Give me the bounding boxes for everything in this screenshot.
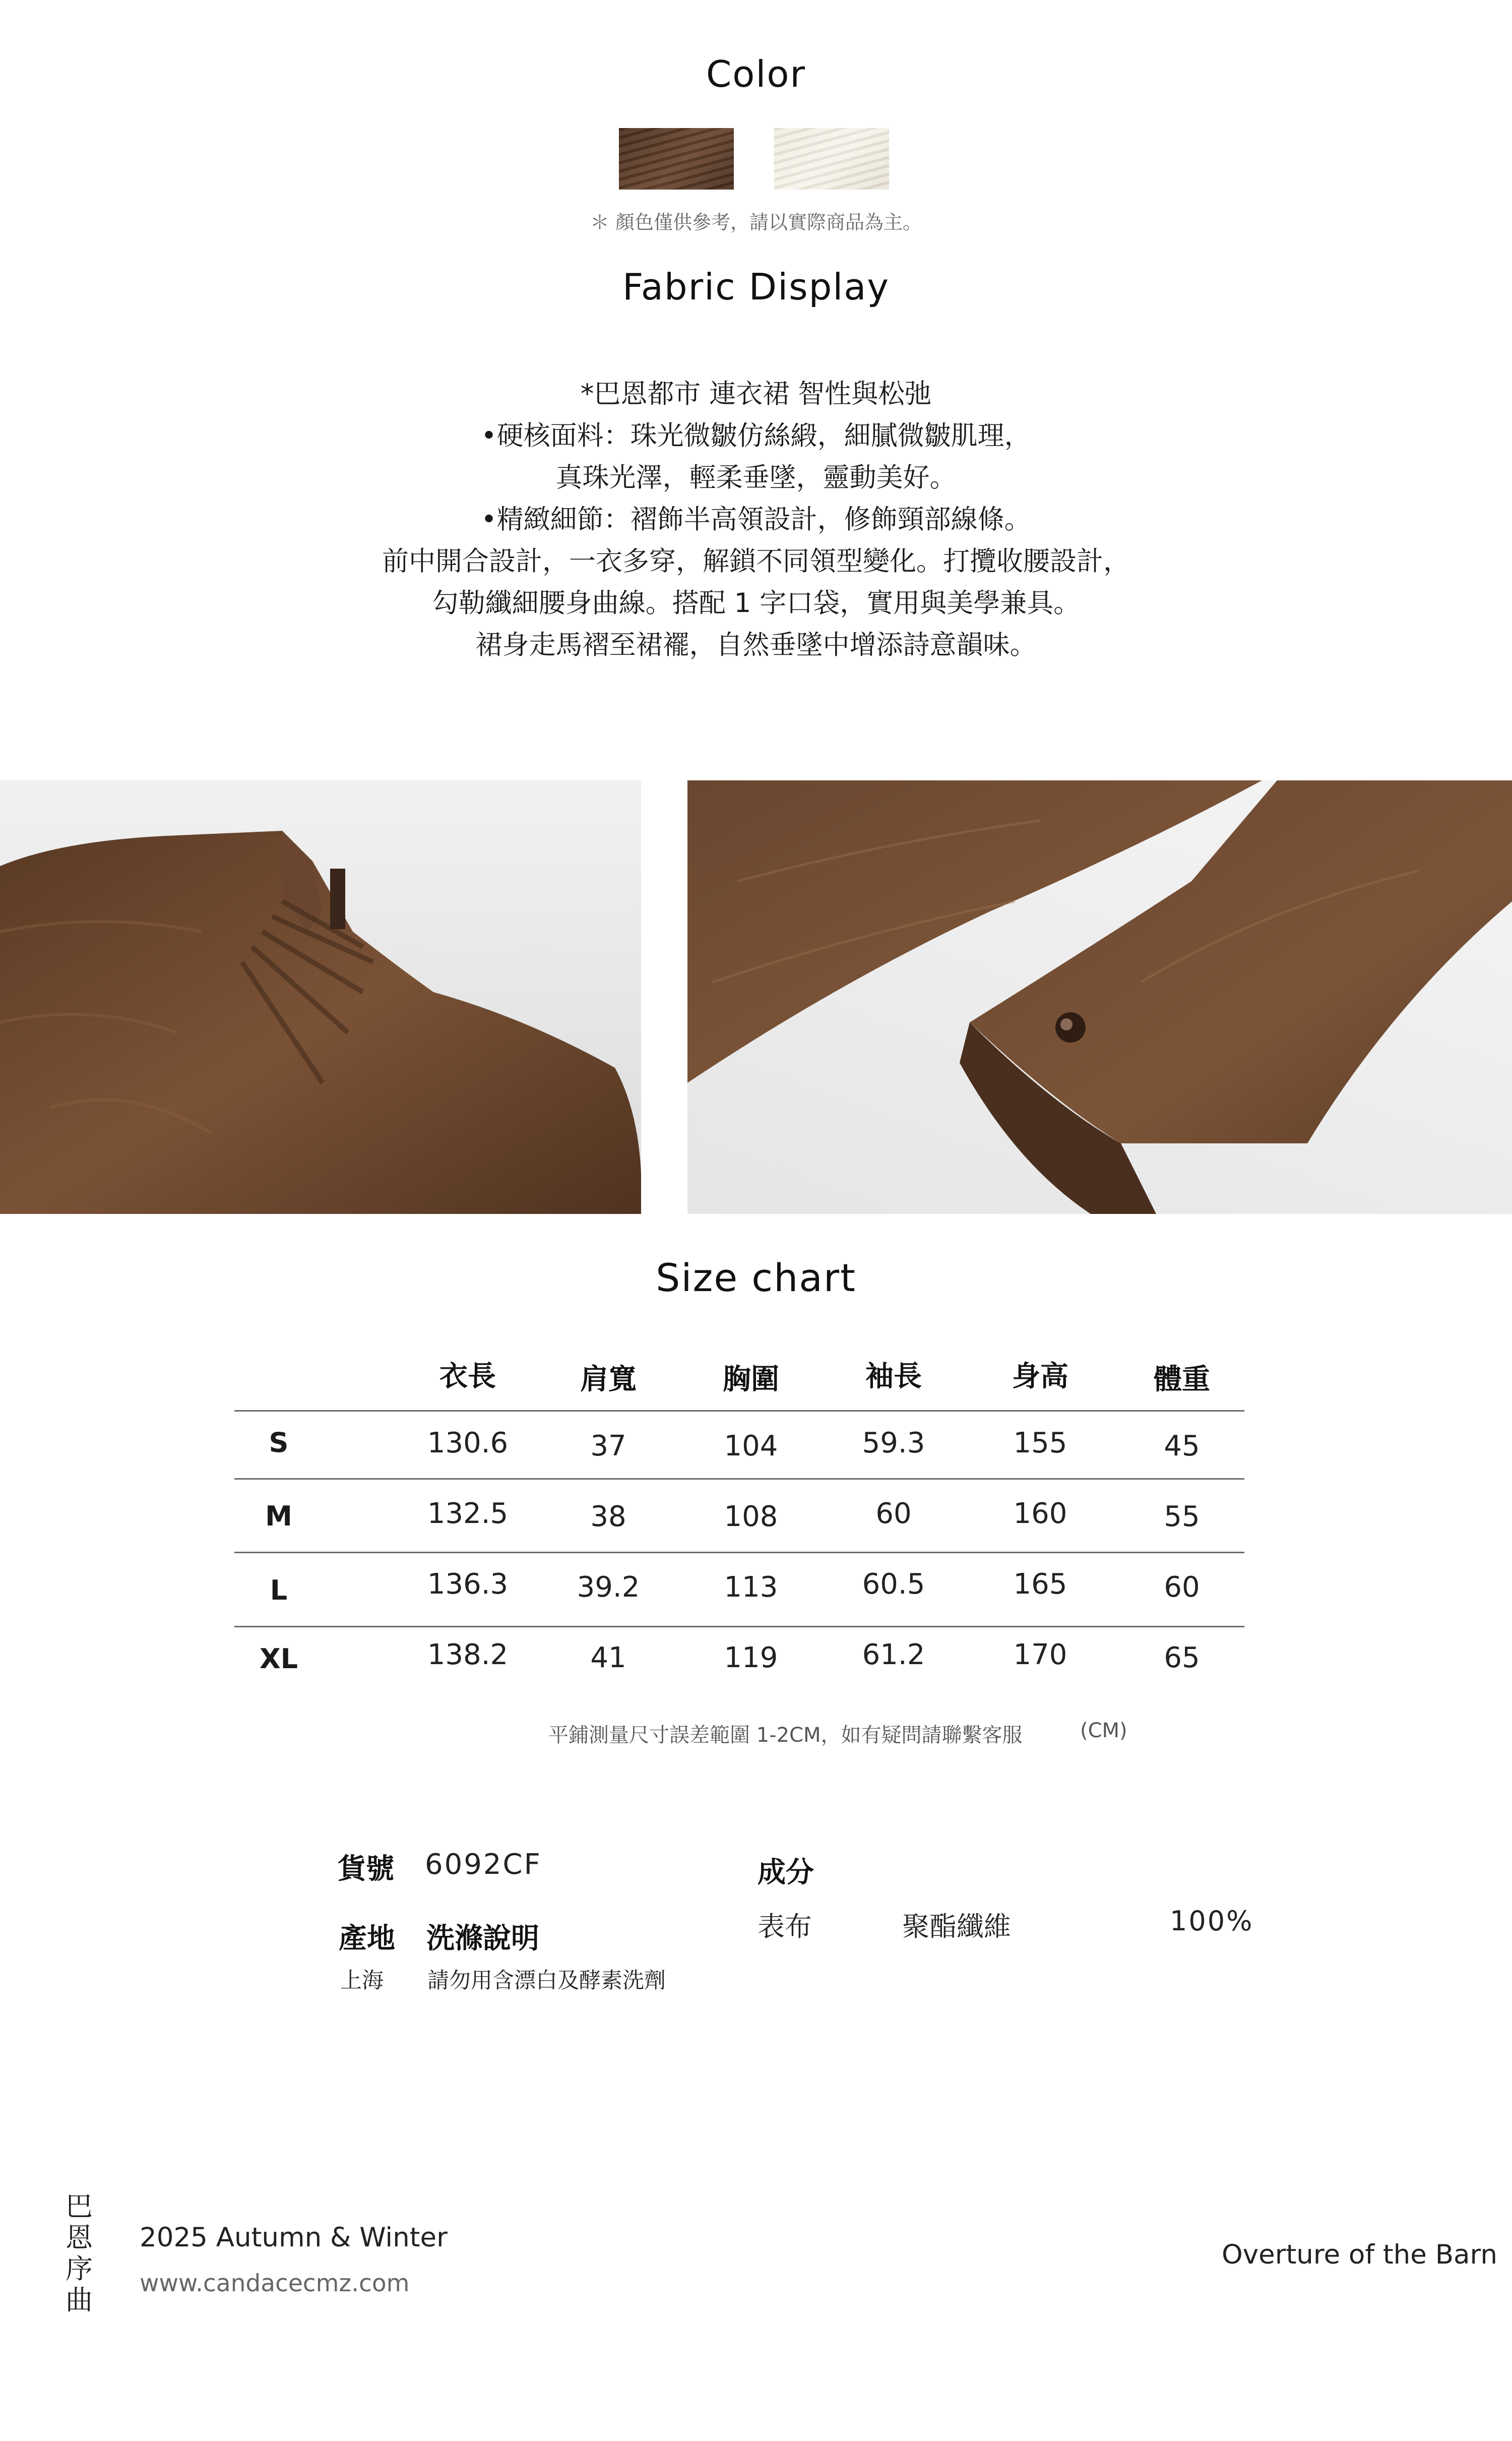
fabric-line: 前中開合設計，一衣多穿，解鎖不同領型變化。打攬收腰設計，	[382, 546, 1130, 577]
table-cell: 45	[1164, 1430, 1200, 1462]
wash-value: 請勿用含漂白及酵素洗劑	[427, 1968, 666, 1993]
header-shoulder: 肩寬	[580, 1363, 637, 1396]
table-cell: 37	[590, 1430, 626, 1462]
fabric-line: *巴恩都市 連衣裙 智性與松弛	[580, 379, 932, 409]
color-title: Color	[706, 53, 806, 95]
table-cell: 108	[724, 1500, 778, 1533]
table-cell: 61.2	[862, 1638, 925, 1671]
table-cell: 170	[1013, 1638, 1067, 1671]
item-no-label: 貨號	[338, 1853, 394, 1885]
composition-label: 成分	[758, 1856, 814, 1889]
table-cell: 138.2	[427, 1638, 509, 1671]
origin-label: 產地	[339, 1922, 395, 1955]
table-cell: 165	[1013, 1568, 1067, 1601]
table-cell: 60.5	[862, 1568, 925, 1601]
fabric-line: 真珠光澤，輕柔垂墜，靈動美好。	[555, 462, 957, 493]
color-swatch-brown[interactable]	[619, 128, 734, 190]
header-height: 身高	[1012, 1360, 1068, 1393]
tagline: Overture of the Barn	[1222, 2239, 1497, 2270]
table-cell: 65	[1164, 1641, 1200, 1674]
fabric-description	[0, 373, 1512, 666]
color-note: ＊ 顏色僅供參考，請以實際商品為主。	[590, 211, 922, 233]
fabric-photo-collar	[0, 780, 641, 1214]
table-cell: 39.2	[577, 1571, 640, 1604]
table-cell: 104	[724, 1430, 778, 1462]
table-divider	[234, 1478, 1244, 1480]
fabric-line: •硬核面料：珠光微皺仿絲緞，細膩微皺肌理，	[481, 420, 1031, 451]
header-sleeve: 袖長	[865, 1360, 922, 1393]
table-divider	[234, 1410, 1244, 1412]
table-divider	[234, 1552, 1244, 1553]
table-divider	[234, 1626, 1244, 1627]
table-cell: 60	[1164, 1571, 1200, 1604]
item-no-value: 6092CF	[425, 1848, 542, 1881]
table-cell: 55	[1164, 1500, 1200, 1533]
table-cell: 113	[724, 1571, 778, 1604]
table-cell: 60	[875, 1497, 912, 1530]
brand-vertical-logo: 巴 恩 序 曲	[66, 2190, 93, 2316]
composition-material: 聚酯纖維	[902, 1911, 1011, 1942]
composition-percent: 100%	[1170, 1905, 1254, 1937]
table-cell: 41	[590, 1641, 626, 1674]
size-chart-title: Size chart	[656, 1255, 856, 1300]
table-cell: 160	[1013, 1497, 1067, 1530]
wash-label: 洗滌說明	[426, 1922, 539, 1955]
table-cell: 130.6	[427, 1427, 509, 1459]
table-cell: 38	[590, 1500, 626, 1533]
fabric-title: Fabric Display	[622, 266, 890, 308]
header-chest: 胸圍	[723, 1363, 779, 1396]
table-cell: 119	[724, 1641, 778, 1674]
size-chart-note: 平鋪測量尺寸誤差範圍 1-2CM，如有疑問請聯繫客服	[548, 1724, 1023, 1747]
size-chart-unit: (CM)	[1080, 1719, 1127, 1742]
header-weight: 體重	[1154, 1363, 1210, 1396]
season-label: 2025 Autumn & Winter	[140, 2222, 448, 2253]
composition-part: 表布	[758, 1911, 812, 1942]
color-swatch-cream[interactable]	[774, 128, 889, 190]
table-cell: 155	[1013, 1427, 1067, 1459]
fabric-line: 裙身走馬褶至裙襬，自然垂墜中增添詩意韻味。	[475, 630, 1037, 660]
fabric-photo-cuff	[687, 780, 1512, 1214]
origin-value: 上海	[340, 1968, 384, 1993]
table-cell: 132.5	[427, 1497, 509, 1530]
header-length: 衣長	[439, 1360, 496, 1393]
website-url[interactable]: www.candacecmz.com	[140, 2270, 410, 2297]
table-cell: 136.3	[427, 1568, 509, 1601]
fabric-line: •精緻細節：褶飾半高領設計，修飾頸部線條。	[481, 504, 1031, 535]
table-cell: 59.3	[862, 1427, 925, 1459]
fabric-line: 勾勒纖細腰身曲線。搭配 1 字口袋，實用與美學兼具。	[431, 588, 1081, 619]
